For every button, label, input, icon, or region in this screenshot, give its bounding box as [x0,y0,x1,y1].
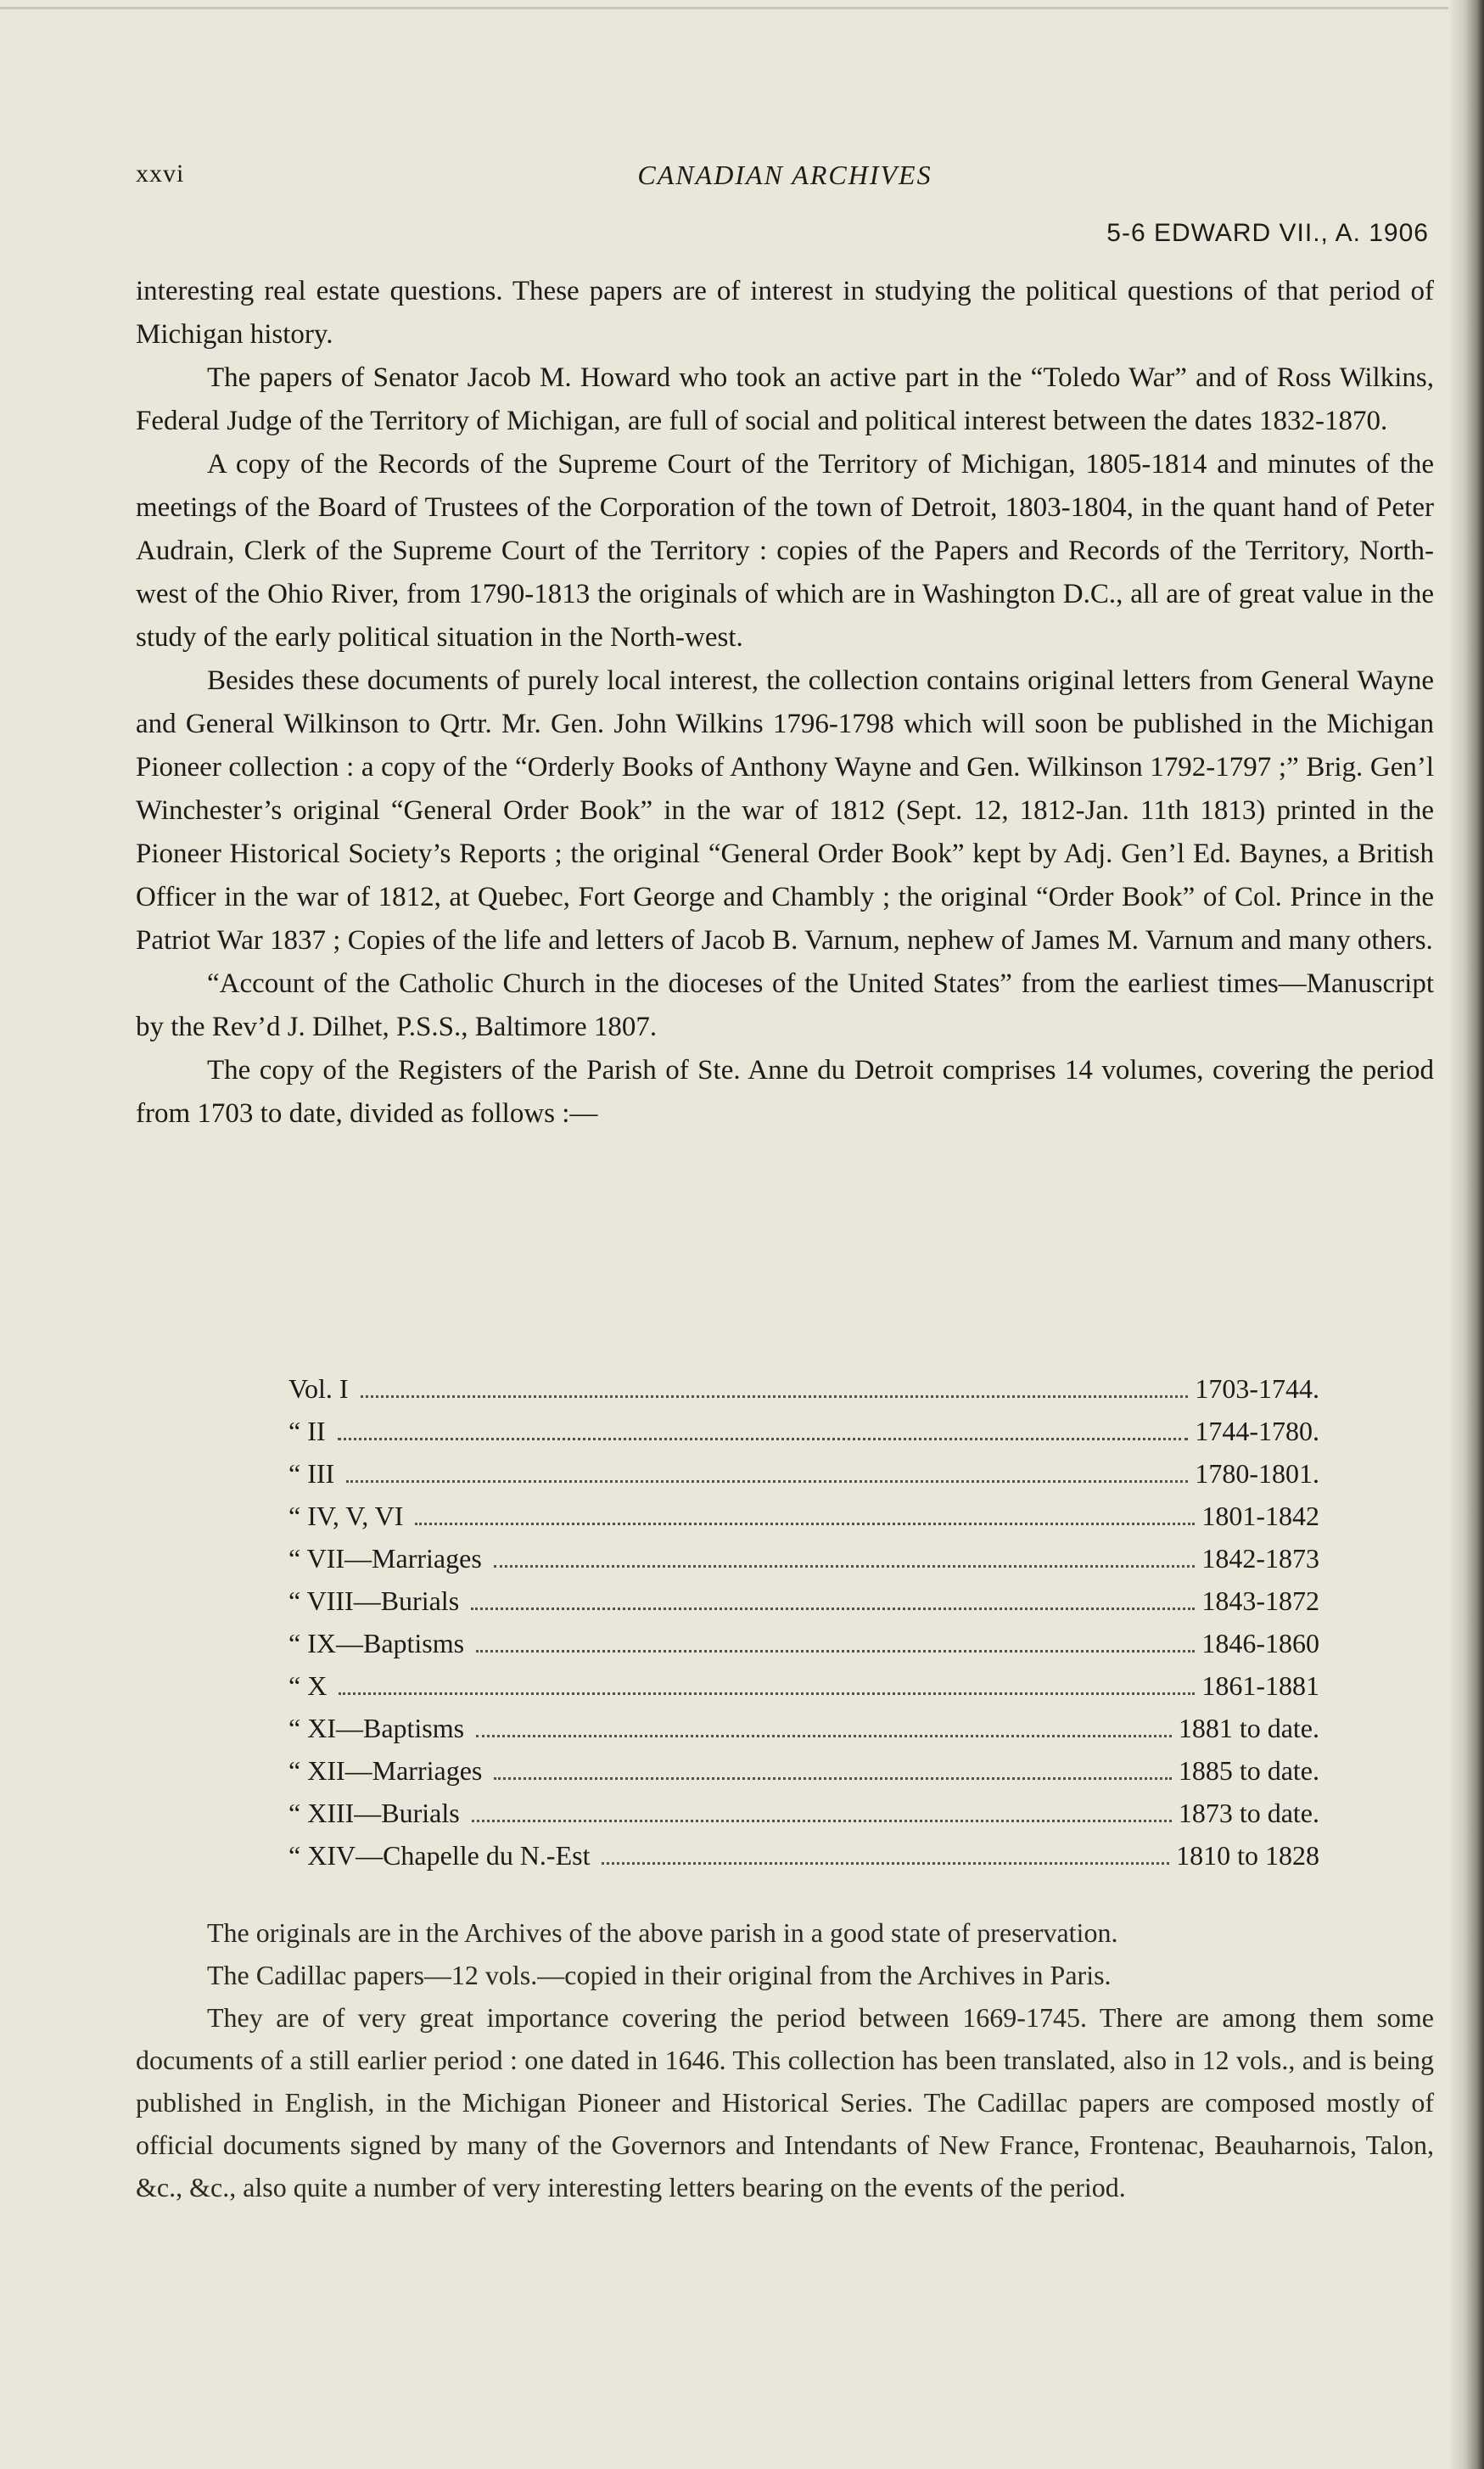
paragraph: The Cadillac papers—12 vols.—copied in their original from the Archives in Paris. [207,1960,1112,1990]
page-binding-edge [1448,0,1484,2469]
edition-line: 5-6 EDWARD VII., A. 1906 [1106,219,1429,247]
paragraph: They are of very great importance covering the period between 1669-1745. There are among them some documents of a still earlier period : one dated in 1646. This collection has been translated, also in 12 vols., and is being published in English, in the Michigan Pioneer and Historical Series. The Cadillac papers are composed mostly of official documents signed by many of the Governors and Intendants of New France, Frontenac, Beauharnois, Talon, &c., &c., also quite a number of very interesting letters bearing on the events of the period. [136,2002,1434,2202]
volume-label: Vol. I [288,1373,349,1404]
page-number: xxvi [136,160,185,188]
volume-label: “ XIII—Burials [288,1798,460,1828]
volume-label: “ XI—Baptisms [288,1713,465,1743]
volume-row [288,1840,1319,1883]
dot-leader [476,1650,1195,1653]
volume-label: “ VII—Marriages [288,1543,482,1574]
volume-dates: 1885 to date. [1178,1755,1319,1786]
volume-label: “ II [288,1416,326,1446]
closing-text [136,1911,1434,2208]
volume-dates: 1801-1842 [1201,1501,1319,1531]
page-header [136,160,1434,210]
dot-leader [339,1692,1195,1695]
volume-dates: 1810 to 1828 [1176,1840,1319,1871]
volume-dates: 1881 to date. [1178,1713,1319,1743]
volume-row [288,1543,1319,1585]
dot-leader [346,1480,1188,1483]
volume-label: “ IV, V, VI [288,1501,404,1531]
volume-dates: 1861-1881 [1201,1670,1319,1701]
dot-leader [602,1862,1169,1865]
volume-label: “ X [288,1670,328,1701]
dot-leader [494,1565,1196,1568]
paragraph: The copy of the Registers of the Parish of Ste. Anne du Detroit comprises 14 volumes, covering the period from 1703 to date, divided as follows :— [136,1055,1434,1129]
volume-dates: 1842-1873 [1201,1543,1319,1574]
paragraph: The papers of Senator Jacob M. Howard who took an active part in the “Toledo War” and of Ross Wilkins, Federal Judge of the Territory of Michigan, are full of social and political interest between the dates 1832-1870. [136,362,1434,436]
dot-leader [476,1735,1172,1737]
volume-dates: 1846-1860 [1201,1628,1319,1658]
volume-row [288,1373,1319,1416]
paragraph: Besides these documents of purely local interest, the collection contains original letters from General Wayne and General Wilkinson to Qrtr. Mr. Gen. John Wilkins 1796-1798 which will soon be published in the Michigan Pioneer collection : a copy of the “Orderly Books of Anthony Wayne and Gen. Wilkinson 1792-1797 ;” Brig. Gen’l Winchester’s original “General Order Book” in the war of 1812 (Sept. 12, 1812-Jan. 11th 1813) printed in the Pioneer Historical Society’s Reports ; the original “General Order Book” kept by Adj. Gen’l Ed. Baynes, a British Officer in the war of 1812, at Quebec, Fort George and Chambly ; the original “Order Book” of Col. Prince in the Patriot War 1837 ; Copies of the life and letters of Jacob B. Varnum, nephew of James M. Varnum and many others. [136,665,1434,956]
dot-leader [472,1820,1172,1822]
paragraph: interesting real estate questions. These papers are of interest in studying the political questions of that period of Michigan history. [136,276,1434,350]
volume-row [288,1458,1319,1501]
body-text [136,270,1434,1136]
page-top-rule [0,7,1484,9]
volume-label: “ XIV—Chapelle du N.-Est [288,1840,591,1871]
paragraph: The originals are in the Archives of the above parish in a good state of preservation. [207,1917,1118,1948]
volume-label: “ IX—Baptisms [288,1628,465,1658]
volume-label: “ III [288,1458,335,1489]
dot-leader [415,1523,1195,1525]
volume-row [288,1755,1319,1798]
volume-dates: 1703-1744. [1195,1373,1319,1404]
volume-label: “ XII—Marriages [288,1755,483,1786]
volume-dates: 1873 to date. [1178,1798,1319,1828]
paragraph: “Account of the Catholic Church in the dioceses of the United States” from the earliest times—Manuscript by the Rev’d J. Dilhet, P.S.S., Baltimore 1807. [136,968,1434,1042]
volume-list [288,1373,1319,1883]
volume-row [288,1713,1319,1755]
paragraph: A copy of the Records of the Supreme Court of the Territory of Michigan, 1805-1814 and minutes of the meetings of the Board of Trustees of the Corporation of the town of Detroit, 1803-1804, in the quant hand of Peter Audrain, Clerk of the Supreme Court of the Territory : copies of the Papers and Records of the Territory, North-west of the Ohio River, from 1790-1813 the originals of which are in Washington D.C., all are of great value in the study of the early political situation in the North-west. [136,449,1434,653]
dot-leader [471,1608,1195,1610]
volume-row [288,1798,1319,1840]
dot-leader [494,1777,1171,1780]
dot-leader [338,1438,1189,1440]
volume-row [288,1585,1319,1628]
volume-label: “ VIII—Burials [288,1585,460,1616]
volume-row [288,1501,1319,1543]
volume-row [288,1670,1319,1713]
running-title: CANADIAN ARCHIVES [637,160,932,190]
volume-row [288,1628,1319,1670]
volume-dates: 1744-1780. [1195,1416,1319,1446]
volume-dates: 1780-1801. [1195,1458,1319,1489]
volume-dates: 1843-1872 [1201,1585,1319,1616]
volume-row [288,1416,1319,1458]
dot-leader [361,1395,1189,1398]
